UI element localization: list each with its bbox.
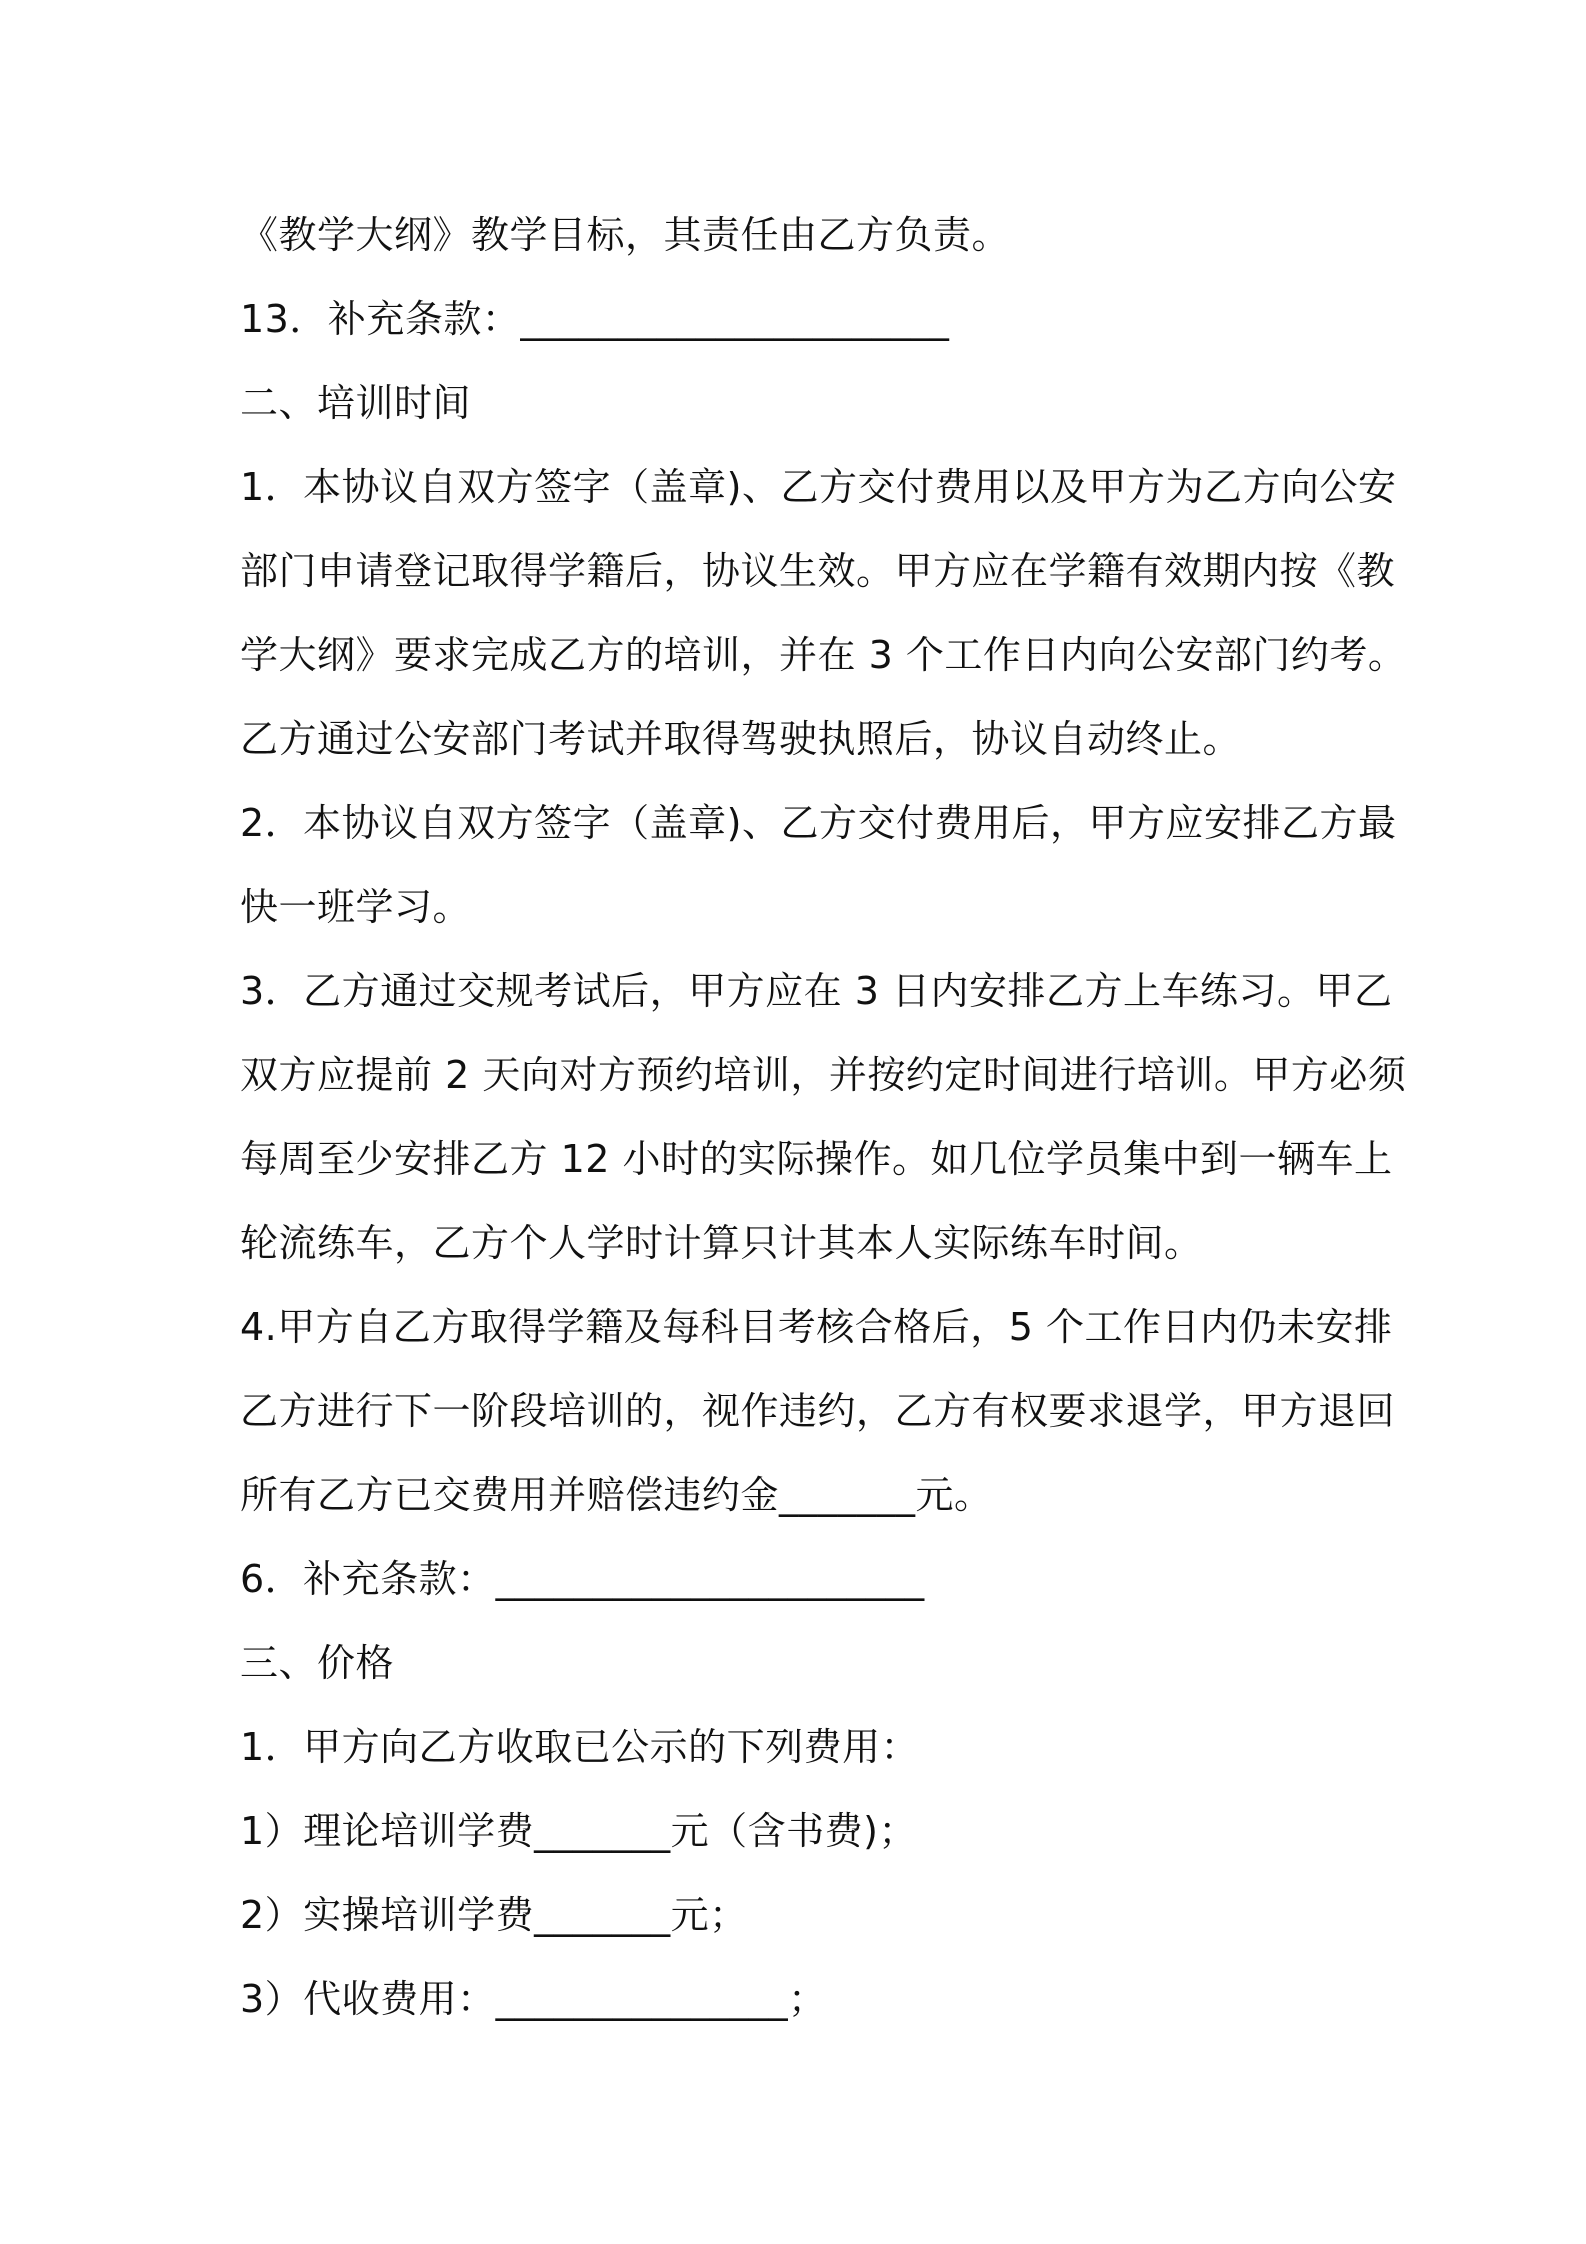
text-line: 部门申请登记取得学籍后，协议生效。甲方应在学籍有效期内按《教	[240, 549, 1396, 593]
text-line: 2．本协议自双方签字（盖章)、乙方交付费用后，甲方应安排乙方最	[240, 801, 1397, 845]
list-item: 1）理论培训学费_______元（含书费)；	[240, 1809, 918, 1853]
text-line: 1．本协议自双方签字（盖章)、乙方交付费用以及甲方为乙方向公安	[240, 465, 1397, 509]
text-line: 轮流练车，乙方个人学时计算只计其本人实际练车时间。	[240, 1221, 1203, 1265]
text-line: 乙方通过公安部门考试并取得驾驶执照后，协议自动终止。	[240, 717, 1242, 761]
text-line: 6．补充条款：______________________	[240, 1557, 925, 1601]
text-line: 所有乙方已交费用并赔偿违约金_______元。	[240, 1473, 993, 1517]
list-item: 3）代收费用：_______________；	[240, 1977, 827, 2021]
text-line: 《教学大纲》教学目标，其责任由乙方负责。	[240, 213, 1011, 257]
text-line: 1．甲方向乙方收取已公示的下列费用：	[240, 1725, 920, 1769]
text-line: 每周至少安排乙方 12 小时的实际操作。如几位学员集中到一辆车上	[240, 1137, 1393, 1181]
text-line: 13．补充条款：______________________	[240, 297, 950, 341]
text-line: 双方应提前 2 天向对方预约培训，并按约定时间进行培训。甲方必须	[240, 1053, 1407, 1097]
text-line: 乙方进行下一阶段培训的，视作违约，乙方有权要求退学，甲方退回	[240, 1389, 1396, 1433]
section-heading: 三、价格	[240, 1641, 395, 1685]
section-heading: 二、培训时间	[240, 381, 472, 425]
text-line: 4.甲方自乙方取得学籍及每科目考核合格后，5 个工作日内仍未安排	[240, 1305, 1393, 1349]
text-line: 3．乙方通过交规考试后，甲方应在 3 日内安排乙方上车练习。甲乙	[240, 969, 1393, 1013]
document-body	[240, 193, 1407, 2041]
list-item: 2）实操培训学费_______元；	[240, 1893, 748, 1937]
text-line: 学大纲》要求完成乙方的培训，并在 3 个工作日内向公安部门约考。	[240, 633, 1407, 677]
text-line: 快一班学习。	[240, 885, 472, 929]
